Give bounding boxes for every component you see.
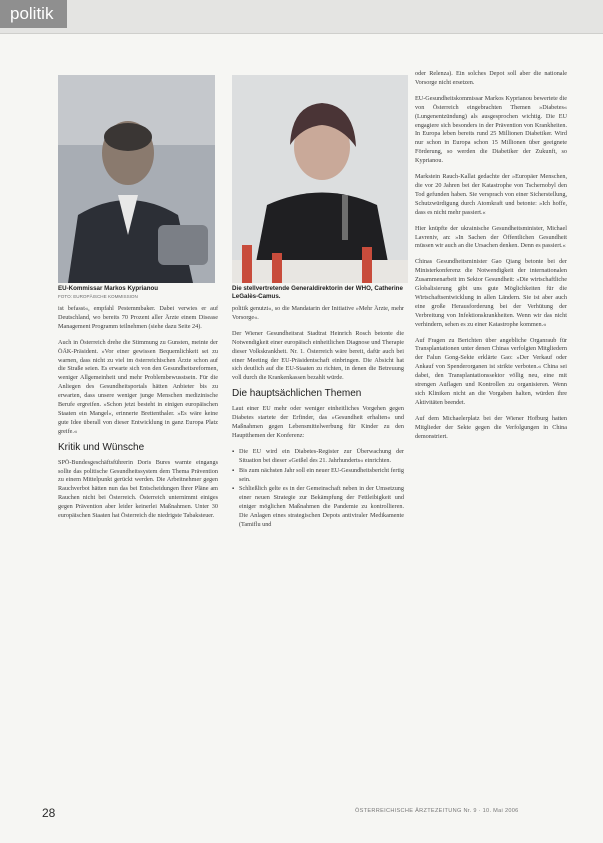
paragraph: Hier knüpfte der ukrainische Gesundheitsminister, Michael Lavreniv, an: »In Sachen der Öffentlichen Gesundheit müssen wir auch an die Ursachen denken. Denn es passiert.« <box>415 224 567 250</box>
portrait-woman-image <box>232 75 408 283</box>
paragraph: ist befasst«, empfahl Pestemmbaker. Dabei verwies er auf Deutschland, wo bereits 70 Prozent aller Ärzte einem Disease Management Programm teilnehmen (siehe dazu Seite 24). <box>58 305 218 330</box>
footer-source: ÖSTERREICHISCHE ÄRZTEZEITUNG Nr. 9 · 10. Mai 2006 <box>355 808 519 814</box>
paragraph: Laut einer EU mehr oder weniger einheitliches Vorgehen gegen Diabetes startete der Erfinder, das »Gesundheit erhalten« und Maßnahmen gegen Lebensmittelwerbung für Kinder zu den Hauptthemen der Konferenz: <box>232 405 404 439</box>
photo-caption-2 <box>232 285 408 301</box>
header-bar <box>0 0 603 34</box>
paragraph: Chinas Gesundheitsminister Gao Qiang betonte bei der Ministerkonferenz die Notwendigkeit der internationalen Zusammenarbeit im Sektor Gesundheit: »Die wirtschaftliche Globalisierung gibt uns gute Möglichkeiten für die Wirtschaftsentwicklung in allen Ländern. Sie ist aber auch eine große Herausforderung bei der Verhütung der Verbreitung von Infektionskrankheiten. Wenn wir das nicht verhindern, sehen es zu einer Katastrophe kommen.« <box>415 258 567 328</box>
paragraph: Der Wiener Gesundheitsrat Stadtrat Heinrich Rosch betonte die Notwendigkeit einer europäisch einheitlichen Diagnose und Therapie dieser Volkskrankheit. Nr. 1. Österreich wäre bereit, dafür auch bei einer Meeting der EU-Präsidentschaft einbringen. Die Absicht hat sich deutlich auf die EU-Staaten zu richten, in denen die Betreuung voll durch die Krankenkassen bezahlt würde. <box>232 329 404 382</box>
photo-caption-1 <box>58 285 218 301</box>
article-column-3 <box>415 70 567 449</box>
paragraph: oder Relenza). Ein solches Depot soll aber die nationale Vorsorge nicht ersetzen. <box>415 70 567 86</box>
bullet-list <box>232 448 404 530</box>
subheading: Kritik und Wünsche <box>58 441 145 453</box>
photo-markos-kyprianou <box>58 75 215 283</box>
paragraph: Markstein Rauch-Kallat gedachte der »Europäer Menschen, die vor 20 Jahren bei der Katastrophe von Tschernobyl den Tod gefunden haben. Sie versprach von einer Sicherstellung, Schutzwürdigung durch Atomkraft und betonte: »Ich hoffe, dass es nicht mehr passiert.« <box>415 173 567 216</box>
page-number: 28 <box>42 806 56 820</box>
list-item: ▪ Bis zum nächsten Jahr soll ein neuer EU-Gesundheitsbericht fertig sein. <box>232 467 404 485</box>
paragraph: SPÖ-Bundesgeschäftsführerin Doris Bures warnte eingangs sollte das politische Gesundheitssystem dem Thema Prävention zu einem Mittelpunkt gerückt werden. Die Arbeitnehmer gegen Rauchverbot hätten nun das bei Entscheidungen Ihrer Pläne am Rauchen nicht bei Österreich. Österreich unternimmt einiges gegen Prävention aber leider keinerlei Maßnahmen. Unter 30 europäischen Staaten hat Österreich die niedrigste Tabaksteuer. <box>58 458 218 520</box>
article-column-1 <box>58 305 218 528</box>
portrait-man-image <box>58 75 215 283</box>
photo-catherine-legales-camus <box>232 75 408 283</box>
caption-title: EU-Kommissar Markos Kyprianou <box>58 285 159 292</box>
subheading: Die hauptsächlichen Themen <box>232 388 362 400</box>
paragraph: Auf dem Michaelerplatz bei der Wiener Hofburg hatten Mitglieder der Sekte gegen die Verfolgungen in China demonstriert. <box>415 414 567 440</box>
caption-title: Die stellvertretende Generaldirektorin der WHO, Catherine LeGalès-Camus. <box>232 285 403 300</box>
paragraph: EU-Gesundheitskommissar Markos Kyprianou bewertete die von Österreich eingebrachten Themen »Diabetes« (Lungenentzündung) als ausgesprochen wichtig. Die EU engagiere sich besonders in der Prävention von Krankheiten. In Europa leben bereits rund 25 Millionen Diabetiker. Wird nur schon in Europa schon 15 Millionen über geeignete Förderung, so werden die Diabetiker der Zukunft, so Kyprianou. <box>415 94 567 165</box>
paragraph: politik genutzt«, so die Mandatarin der Initiative »Mehr Ärzte, mehr Vorsorge«. <box>232 305 404 321</box>
list-item: ▪ Schließlich gelte es in der Gemeinschaft neben in der Umsetzung einer neuen Strategie zur Bekämpfung der Fettleibigkeit und einiger möglichen Maßnahmen die Pandemie zu kontrollieren. Die Anlagen eines strategischen Depots antiviraler Medikamente (Tamiflu und <box>232 485 404 530</box>
section-label: politik <box>0 0 67 28</box>
list-item: ▪ Die EU wird ein Diabetes-Register zur Überwachung der Situation bei dieser »Geißel des 21. Jahrhunderts« einrichten. <box>232 448 404 466</box>
paragraph: Auf Fragen zu Berichten über angebliche Organraub für Transplantationen unter denen Chinas verfolgten Mitgliedern der Falun Gong-Sekte erklärte Gao: »Der Verkauf oder Ankauf von Spenderorganen ist strikte verboten.« China sei dabei, den Transplantationssektor völlig neu, eine mit strengen Auflagen und Kontrollen zu organisieren. Wenn sich Kliniken nicht an die Vorgaben halten, würden ihre Aktivitäten beendet. <box>415 336 567 406</box>
paragraph: Auch in Österreich drehe die Stimmung zu Gunsten, meinte der ÖÄK-Präsident. »Vor einer gewissen Bequemlichkeit sei zu warnen, dass nicht zu viel im österreichischen Ärzte schon auf die Straße seien. Es erwarte sich von den Gesundheitsreformen, weniger Allgemeinheit und mehr Problembewusstsein. Für die Anliegen des Gesundheitsportals hätten Anbieter bis zu erwarten, dass unsere weniger junge Menschen medizinische Berufe ergreifen. »Schon jetzt besteht in einigen europäischen Staaten ein Mangel«, erinnerte Brettenthaler. »Es wäre keine gute Idee überall von dieser Entwicklung in ganz Europa Platz greife.« <box>58 338 218 435</box>
article-column-2 <box>232 305 404 536</box>
photo-credit: FOTO: EUROPÄISCHE KOMMISSION <box>58 294 138 299</box>
